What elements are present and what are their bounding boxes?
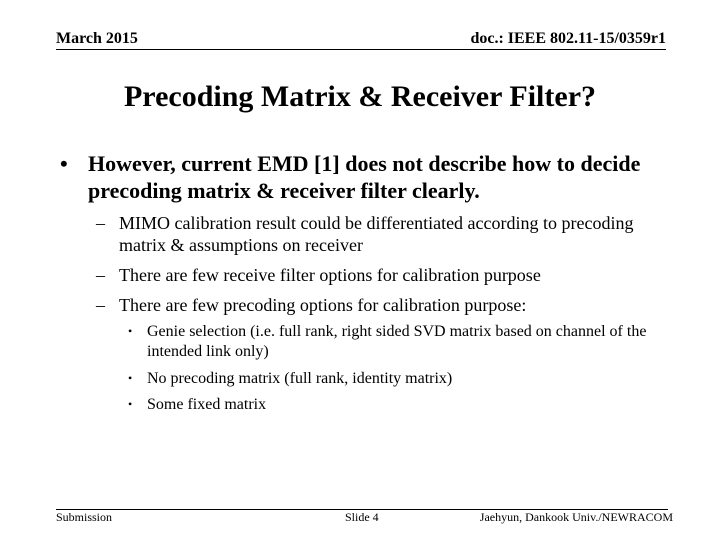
bullet-level1-text: However, current EMD [1] does not describe how to decide precoding matrix & receiver filter clearly. xyxy=(88,151,641,203)
sub-sub-bullet-text: No precoding matrix (full rank, identity matrix) xyxy=(147,370,453,387)
sub-bullet-1 xyxy=(96,212,656,256)
dash-icon: – xyxy=(96,265,105,285)
sub-bullet-text: There are few precoding options for calibration purpose: xyxy=(119,295,527,315)
sub-bullet-text: There are few receive filter options for calibration purpose xyxy=(119,265,541,285)
sub-bullet-2 xyxy=(96,264,656,286)
sub-sub-bullet-1 xyxy=(128,322,648,362)
dash-icon: – xyxy=(96,213,105,233)
header-divider xyxy=(56,49,666,50)
bullet-dot-icon: • xyxy=(128,397,133,411)
footer-submission: Submission xyxy=(56,510,113,524)
sub-sub-bullet-text: Some fixed matrix xyxy=(147,396,267,413)
dash-icon: – xyxy=(96,295,105,315)
bullet-dot-icon: • xyxy=(128,324,133,338)
bullet-level1 xyxy=(60,150,670,204)
footer-author: Jaehyun, Dankook Univ./NEWRACOM xyxy=(479,510,673,524)
slide-title: Precoding Matrix & Receiver Filter? xyxy=(123,80,597,113)
header-doc-id: doc.: IEEE 802.11-15/0359r1 xyxy=(470,30,666,47)
footer-slide-number: Slide 4 xyxy=(345,510,379,524)
sub-sub-bullet-3 xyxy=(128,395,648,415)
header-date: March 2015 xyxy=(56,30,138,47)
sub-sub-bullet-2 xyxy=(128,369,648,389)
bullet-dot-icon: • xyxy=(60,151,68,176)
bullet-dot-icon: • xyxy=(128,371,133,385)
sub-bullet-3 xyxy=(96,294,656,316)
sub-bullet-text: MIMO calibration result could be differentiated according to precoding matrix & assumptions on receiver xyxy=(119,213,634,255)
sub-sub-bullet-text: Genie selection (i.e. full rank, right sided SVD matrix based on channel of the intended link only) xyxy=(147,323,647,360)
